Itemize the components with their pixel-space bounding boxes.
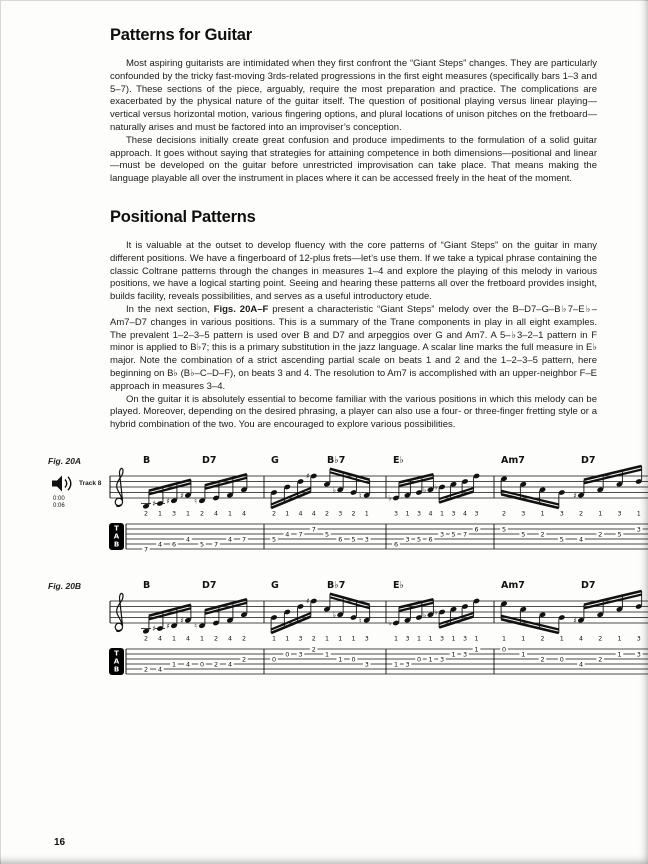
fingering-number: 4 (227, 635, 233, 643)
fingering-number: 3 (451, 510, 456, 518)
fingering-number: 1 (285, 635, 290, 643)
notation-area (106, 454, 648, 563)
fingering-number: 1 (559, 635, 564, 643)
tab-fret-number: 7 (143, 545, 149, 554)
tab-fret-number: 5 (324, 530, 330, 539)
chord-symbol: D7 (202, 579, 217, 591)
chord-symbol: E♭ (393, 454, 404, 466)
tab-fret-number: 2 (311, 645, 316, 654)
tab-fret-number: 1 (338, 655, 343, 664)
paragraph: It is valuable at the outset to develop fluency with the core patterns of “Giant Steps” on the guitar in many different positions. We have a fingerboard of 12-plus frets—let’s use them. If we take a typical phrase containing the classic Coltrane patterns through the changes in measures 1–4 and explore the playing of this melody in various positions, we have a logical starting point. Seeing and hearing these patterns all over the fretboard provides insight, builds facility, reveals possibilities, and serves as a useful introductory etude. (110, 239, 597, 303)
tab-fret-number: 4 (227, 660, 233, 669)
tab-fret-number: 2 (540, 530, 545, 539)
paragraph: On the guitar it is absolutely essential to become familiar with the various positions in which this melody can be played. Moreover, depending on the desired phrasing, a player can also use a four- or three-finger fretting style or a hybrid combination of the two. You are encouraged to explore various possibilities. (110, 393, 597, 431)
accidental: ♯ (305, 471, 310, 481)
fingering-number: 4 (428, 510, 433, 518)
tab-fret-number: 3 (405, 535, 410, 544)
fingering-number: 2 (241, 635, 247, 643)
accidental: ♭ (422, 610, 427, 620)
fingering-number: 1 (598, 510, 603, 518)
paragraph: These decisions initially create great confusion and produce impediments to the formulation of a solid guitar approach. It goes without saying that strategies for attaining competence in both dimensions—positional and linear—must be developed on the guitar before unrestricted improvisation can take place. That means making the language playable all over the instrument in places where it can be accessed freely in the heat of the moment. (110, 134, 597, 185)
fingering-number: 1 (351, 635, 356, 643)
accidental: ♭ (388, 493, 392, 503)
page-number: 16 (54, 837, 66, 848)
fingering-number: 3 (298, 635, 303, 643)
tab-fret-number: 2 (213, 660, 219, 669)
tab-fret-number: 1 (474, 645, 479, 654)
chord-symbol: B (143, 454, 151, 466)
chord-symbol: B♭7 (327, 579, 346, 591)
figure-label: Fig. 20A (48, 455, 82, 466)
beam (271, 491, 311, 508)
accidental: ♯ (573, 615, 577, 625)
fingering-number: 1 (474, 635, 479, 643)
chord-symbol: D7 (202, 454, 217, 466)
tab-fret-number: 6 (474, 525, 479, 534)
figure-label: Fig. 20B (48, 580, 82, 591)
fingering-number: 4 (298, 510, 303, 518)
fingering-number: 1 (439, 510, 445, 518)
beam (271, 488, 311, 505)
treble-clef-icon (115, 468, 123, 506)
accidental: ♯ (180, 615, 184, 625)
fingering-number: 3 (364, 635, 369, 643)
tab-fret-number: 5 (451, 530, 456, 539)
tab-fret-number: 4 (157, 540, 163, 549)
fingering-number: 1 (185, 510, 191, 518)
tab-fret-number: 0 (559, 655, 564, 664)
audio-track-block (50, 473, 106, 511)
fingering-number: 1 (428, 635, 433, 643)
fingering-number: 3 (338, 510, 343, 518)
figure-left-column (48, 579, 106, 688)
section-heading-positional-patterns: Positional Patterns (110, 207, 256, 226)
track-times (53, 496, 106, 511)
chord-symbol: B♭7 (327, 454, 346, 466)
accidental: ♭ (388, 618, 392, 628)
paragraph: Most aspiring guitarists are intimidated when they first confront the “Giant Steps” changes. They are particularly confounded by the tricky fast-moving 3rds-related progressions in the first eight measures (specifically bars 1–3 and 5–7). These sections of the piece, arguably, require the most preparation and practice. The complications are exacerbated by the physical nature of the guitar itself. The question of positional playing versus linear playing—vertical versus horizontal motion, various fingering options, and plural locations of unison pitches on the fretboard—naturally arises and must be factored into an improviser’s conception. (110, 58, 597, 133)
tab-fret-number: 3 (298, 650, 303, 659)
audio-row (50, 473, 106, 494)
fingering-number: 1 (364, 510, 369, 518)
tab-fret-number: 7 (311, 525, 316, 534)
beam (501, 494, 559, 508)
fingering-number: 1 (405, 510, 410, 518)
fingering-number: 2 (351, 510, 356, 518)
tab-fret-number: 0 (285, 650, 290, 659)
tab-fret-number: 6 (393, 540, 399, 549)
speaker-icon (50, 473, 76, 494)
sound-wave-icon (65, 479, 67, 487)
tab-fret-number: 4 (157, 665, 163, 674)
fingering-number: 4 (578, 635, 584, 643)
fingering-number: 4 (311, 510, 316, 518)
accidental: ♮ (358, 615, 362, 625)
accidental: ♯ (180, 490, 184, 500)
tab-fret-number: 1 (171, 660, 177, 669)
music-figure (48, 579, 648, 688)
accidental: ♭ (422, 485, 427, 495)
fingering-number: 3 (416, 510, 422, 518)
fingering-number: 3 (559, 510, 564, 518)
chord-symbol: E♭ (393, 579, 404, 591)
tab-fret-number: 0 (351, 655, 356, 664)
chord-symbol: D7 (581, 454, 596, 466)
tab-fret-number: 2 (598, 530, 603, 539)
fingering-number: 1 (227, 510, 233, 518)
fingering-number: 1 (171, 635, 177, 643)
fingering-number: 3 (393, 510, 399, 518)
tab-fret-number: 3 (364, 660, 369, 669)
chord-symbol: D7 (581, 579, 596, 591)
section-positional-patterns (110, 208, 597, 432)
fingering-number: 3 (171, 510, 177, 518)
accidental: ♮ (194, 496, 197, 506)
tab-label-letter: B (113, 665, 120, 674)
fingering-number: 4 (241, 510, 247, 518)
music-figure (48, 454, 648, 563)
accidental: ♯ (573, 490, 577, 500)
fingering-number: 1 (338, 635, 343, 643)
tab-fret-number: 6 (338, 535, 343, 544)
fingering-number: 2 (598, 635, 603, 643)
tab-label-letter: T (114, 649, 119, 658)
tab-fret-number: 5 (501, 525, 507, 534)
fingering-number: 2 (540, 635, 545, 643)
chord-symbol: Am7 (501, 579, 525, 591)
accidental: ♮ (194, 621, 197, 631)
track-name: Track 8 (79, 479, 102, 487)
accidental: ♮ (358, 490, 362, 500)
fingering-number: 1 (501, 635, 507, 643)
beam (584, 591, 642, 605)
fingering-number: 4 (157, 635, 163, 643)
tab-fret-number: 3 (636, 525, 641, 534)
fingering-number: 1 (416, 635, 422, 643)
tab-fret-number: 4 (578, 535, 584, 544)
chord-symbol: G (271, 579, 279, 591)
track-time: 0:06 (53, 503, 65, 510)
beam (584, 466, 642, 480)
chord-symbol: B (143, 579, 151, 591)
accidental: ♭ (434, 607, 438, 617)
fingering-number: 3 (439, 635, 445, 643)
tab-fret-number: 7 (241, 535, 247, 544)
fingering-number: 1 (636, 510, 641, 518)
figure-left-column (48, 454, 106, 563)
accidental: ♯ (166, 621, 170, 631)
fingering-number: 1 (271, 635, 277, 643)
tab-fret-number: 2 (540, 655, 545, 664)
fingering-number: 2 (324, 510, 330, 518)
treble-clef-icon (115, 593, 123, 631)
track-time: 0:00 (53, 495, 65, 502)
fingering-number: 1 (157, 510, 163, 518)
tab-label-letter: B (113, 540, 120, 549)
tab-fret-number: 7 (298, 530, 303, 539)
tab-fret-number: 6 (428, 535, 433, 544)
section-heading-patterns-for-guitar: Patterns for Guitar (110, 26, 252, 44)
tab-fret-number: 0 (416, 655, 422, 664)
tab-label-letter: T (114, 524, 119, 533)
fingering-number: 2 (578, 510, 584, 518)
fingering-number: 3 (521, 510, 526, 518)
tab-fret-number: 3 (462, 650, 468, 659)
tab-fret-number: 4 (185, 660, 191, 669)
accidental: ♭ (332, 485, 336, 495)
tab-fret-number: 5 (416, 535, 422, 544)
tab-label-letter: A (113, 657, 120, 666)
paragraph-group (110, 240, 597, 432)
fingering-number: 2 (199, 510, 205, 518)
tab-fret-number: 1 (521, 650, 526, 659)
accidental: ♭ (332, 610, 336, 620)
tab-fret-number: 1 (451, 650, 456, 659)
tab-fret-number: 4 (227, 535, 233, 544)
chord-symbol: Am7 (501, 454, 525, 466)
chord-symbol: G (271, 454, 279, 466)
beam (271, 613, 311, 630)
tab-fret-number: 0 (199, 660, 205, 669)
tab-fret-number: 0 (501, 645, 507, 654)
paragraph: In the next section, Figs. 20A–F present a characteristic “Giant Steps” melody over the B–D7–G–B♭7–E♭–Am7–D7 changes in various positions. This is a summary of the Trane components in play in all eight examples. The prevalent 1–2–3–5 pattern is used over B and D7 and arpeggios over G and Am7. A 5–♭3–2–1 pattern in F minor is applied to B♭7; this is a primary substitution in the jazz language. A scalar line marks the full measure in E♭ major. Note the combination of a strict ascending partial scale on beats 1 and 2 and the 1–2–3–5 pattern, here beginning on B♭ (B♭–C–D–F), on beats 3 and 4. The resolution to Am7 is accomplished with an upper-neighbor F–E approach in measures 3–4. (110, 303, 598, 392)
tab-fret-number: 5 (617, 530, 622, 539)
tab-fret-number: 1 (428, 655, 433, 664)
fingering-number: 1 (324, 635, 330, 643)
fingering-number: 1 (540, 510, 545, 518)
fingering-number: 1 (521, 635, 526, 643)
fingering-number: 2 (143, 635, 149, 643)
tab-fret-number: 4 (285, 530, 290, 539)
notation-and-tab-svg (106, 454, 648, 558)
tab-fret-number: 1 (324, 650, 330, 659)
tab-fret-number: 1 (617, 650, 622, 659)
sound-wave-icon (68, 477, 71, 490)
fingering-number: 2 (143, 510, 149, 518)
tab-fret-number: 4 (578, 660, 584, 669)
tab-fret-number: 2 (241, 655, 247, 664)
section-patterns-for-guitar (110, 26, 597, 186)
tab-fret-number: 3 (405, 660, 410, 669)
tab-label-letter: A (113, 532, 120, 541)
tab-fret-number: 0 (271, 655, 277, 664)
tab-fret-number: 3 (364, 535, 369, 544)
tab-fret-number: 2 (143, 665, 149, 674)
tab-fret-number: 5 (199, 540, 205, 549)
music-figures (48, 454, 648, 688)
fingering-number: 1 (199, 635, 205, 643)
accidental: ♯ (152, 624, 156, 634)
fingering-number: 2 (271, 510, 277, 518)
fingering-number: 3 (405, 635, 410, 643)
accidental: ♯ (305, 596, 310, 606)
tab-fret-number: 3 (439, 530, 445, 539)
tab-fret-number: 6 (171, 540, 177, 549)
fingering-number: 3 (636, 635, 641, 643)
tab-fret-number: 5 (559, 535, 564, 544)
accidental: ♭ (434, 482, 438, 492)
fingering-number: 4 (185, 635, 191, 643)
fingering-number: 4 (213, 510, 219, 518)
notation-and-tab-svg (106, 579, 648, 683)
tab-fret-number: 3 (636, 650, 641, 659)
fingering-number: 3 (617, 510, 622, 518)
fingering-number: 2 (501, 510, 507, 518)
tab-fret-number: 1 (393, 660, 399, 669)
tab-fret-number: 5 (351, 535, 356, 544)
tab-fret-number: 3 (439, 655, 445, 664)
tab-fret-number: 5 (521, 530, 526, 539)
fingering-number: 2 (311, 635, 316, 643)
tab-fret-number: 7 (462, 530, 468, 539)
fingering-number: 1 (393, 635, 399, 643)
beam (271, 616, 311, 633)
accidental: ♯ (166, 496, 170, 506)
fingering-number: 4 (462, 510, 468, 518)
tab-fret-number: 4 (185, 535, 191, 544)
tab-fret-number: 7 (213, 540, 219, 549)
page-content (48, 26, 641, 704)
accidental: ♯ (152, 499, 156, 509)
fingering-number: 3 (462, 635, 468, 643)
fingering-number: 1 (285, 510, 290, 518)
tab-fret-number: 5 (271, 535, 277, 544)
paragraph-group (110, 58, 597, 186)
notation-area (106, 579, 648, 688)
tab-fret-number: 2 (598, 655, 603, 664)
beam (501, 619, 559, 633)
fingering-number: 3 (474, 510, 479, 518)
fingering-number: 1 (617, 635, 622, 643)
fingering-number: 1 (451, 635, 456, 643)
fingering-number: 2 (213, 635, 219, 643)
